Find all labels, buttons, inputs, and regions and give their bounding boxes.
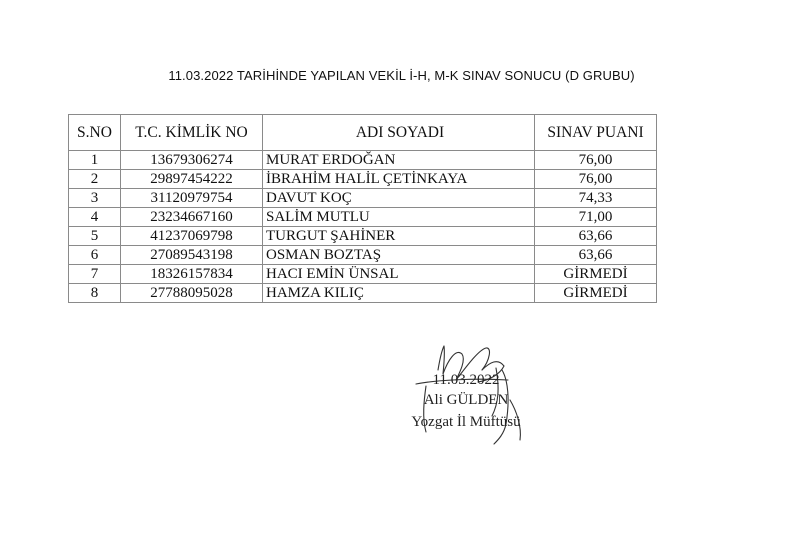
signatory-name: Ali GÜLDEN bbox=[423, 392, 509, 408]
cell-score: 63,66 bbox=[535, 227, 657, 246]
cell-tc: 31120979754 bbox=[121, 189, 263, 208]
cell-tc: 27089543198 bbox=[121, 246, 263, 265]
table-row bbox=[69, 284, 657, 303]
table-row bbox=[69, 151, 657, 170]
cell-sno: 1 bbox=[69, 151, 121, 170]
cell-score: 63,66 bbox=[535, 246, 657, 265]
signatory-title: Yozgat İl Müftüsü bbox=[411, 414, 521, 430]
cell-name: MURAT ERDOĞAN bbox=[263, 151, 535, 170]
cell-sno: 8 bbox=[69, 284, 121, 303]
cell-tc: 23234667160 bbox=[121, 208, 263, 227]
cell-sno: 4 bbox=[69, 208, 121, 227]
cell-score: 76,00 bbox=[535, 151, 657, 170]
cell-sno: 2 bbox=[69, 170, 121, 189]
document-title: 11.03.2022 TARİHİNDE YAPILAN VEKİL İ-H, M-K SINAV SONUCU (D GRUBU) bbox=[168, 68, 635, 83]
header-adi-soyadi: ADI SOYADI bbox=[263, 115, 535, 151]
cell-score: GİRMEDİ bbox=[535, 284, 657, 303]
cell-tc: 13679306274 bbox=[121, 151, 263, 170]
cell-score: 71,00 bbox=[535, 208, 657, 227]
cell-tc: 18326157834 bbox=[121, 265, 263, 284]
header-sno: S.NO bbox=[69, 115, 121, 151]
results-table bbox=[68, 114, 657, 303]
table-row bbox=[69, 170, 657, 189]
table-row bbox=[69, 265, 657, 284]
signature-block bbox=[386, 340, 546, 450]
cell-sno: 5 bbox=[69, 227, 121, 246]
table-row bbox=[69, 189, 657, 208]
cell-sno: 7 bbox=[69, 265, 121, 284]
cell-sno: 3 bbox=[69, 189, 121, 208]
signature-date: 11.03.2022 bbox=[432, 372, 500, 388]
table-row bbox=[69, 208, 657, 227]
cell-score: GİRMEDİ bbox=[535, 265, 657, 284]
cell-sno: 6 bbox=[69, 246, 121, 265]
cell-name: SALİM MUTLU bbox=[263, 208, 535, 227]
cell-score: 74,33 bbox=[535, 189, 657, 208]
cell-name: OSMAN BOZTAŞ bbox=[263, 246, 535, 265]
cell-tc: 29897454222 bbox=[121, 170, 263, 189]
cell-tc: 27788095028 bbox=[121, 284, 263, 303]
cell-name: DAVUT KOÇ bbox=[263, 189, 535, 208]
table-row bbox=[69, 246, 657, 265]
cell-tc: 41237069798 bbox=[121, 227, 263, 246]
cell-name: HACI EMİN ÜNSAL bbox=[263, 265, 535, 284]
cell-score: 76,00 bbox=[535, 170, 657, 189]
cell-name: HAMZA KILIÇ bbox=[263, 284, 535, 303]
cell-name: İBRAHİM HALİL ÇETİNKAYA bbox=[263, 170, 535, 189]
cell-name: TURGUT ŞAHİNER bbox=[263, 227, 535, 246]
table-row bbox=[69, 227, 657, 246]
header-sinav-puani: SINAV PUANI bbox=[535, 115, 657, 151]
table-header-row bbox=[69, 115, 657, 151]
header-tc-kimlik-no: T.C. KİMLİK NO bbox=[121, 115, 263, 151]
